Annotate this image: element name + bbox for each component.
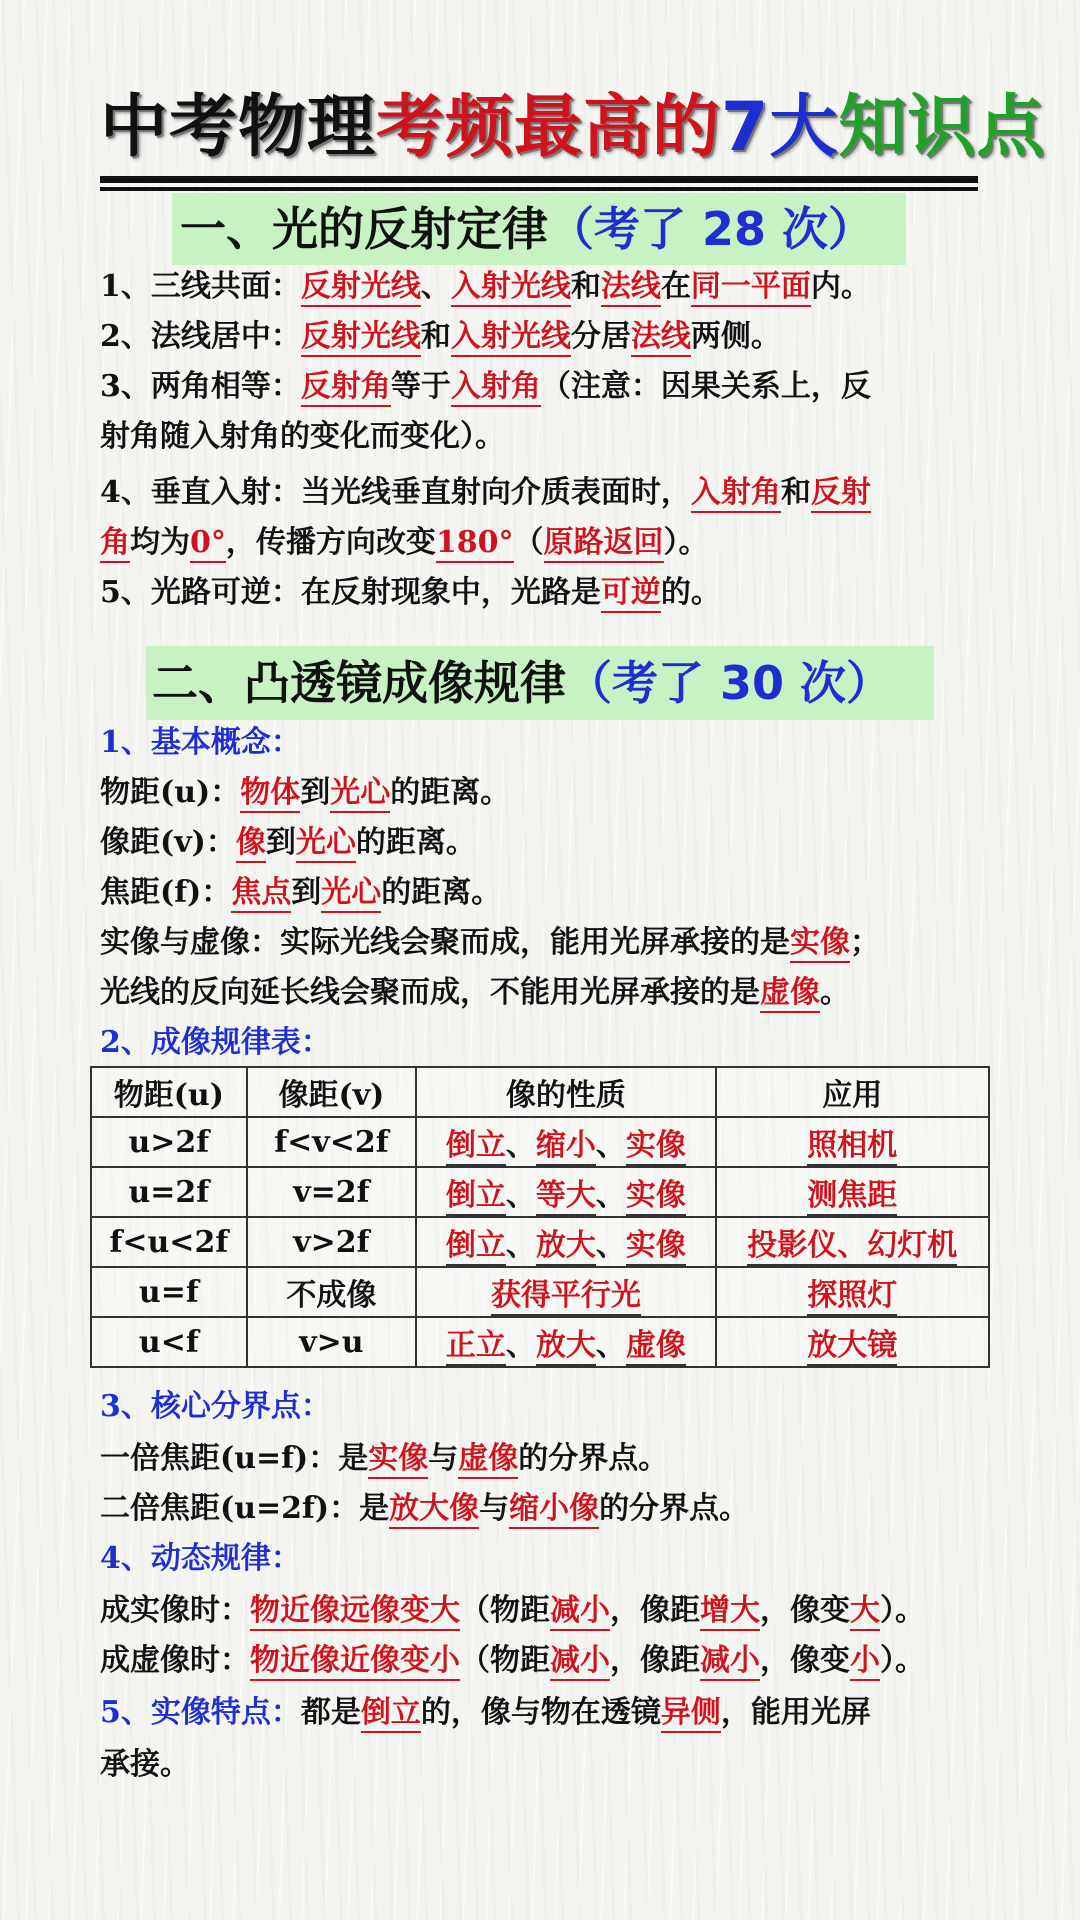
keyword: 异侧	[661, 1695, 721, 1733]
property: 放大	[536, 1228, 596, 1266]
text: 物距(u)：	[100, 775, 241, 810]
keyword: 虚像	[458, 1441, 518, 1479]
text: 的距离。	[355, 825, 476, 860]
table-row	[91, 1217, 989, 1267]
text: （物距	[460, 1593, 550, 1628]
text: 2、法线居中：	[100, 319, 301, 354]
text: 。	[820, 975, 850, 1010]
reflection-rule-3-cont	[100, 412, 980, 462]
text: 、	[420, 269, 451, 304]
text: 均为	[130, 525, 190, 560]
text: 实像与虚像：实际光线会聚而成，能用光屏承接的是	[100, 925, 790, 960]
text: 二倍焦距(u=2f)：是	[100, 1491, 390, 1526]
table-row	[91, 1317, 989, 1367]
cell-image-distance: v=2f	[247, 1167, 416, 1217]
keyword: 入射光线	[451, 269, 571, 307]
reflection-rule-4-cont	[100, 518, 980, 568]
keyword: 缩小像	[509, 1491, 599, 1529]
section-1-frequency: （考了 28 次）	[548, 202, 875, 256]
text: 成虚像时：	[100, 1643, 250, 1678]
keyword: 实像	[790, 925, 850, 963]
separator: 、	[505, 1228, 536, 1263]
keyword: 焦点	[231, 875, 291, 913]
title-part-1: 中考物理	[100, 88, 377, 167]
dynamic-real-image	[100, 1586, 980, 1636]
title-divider-thin	[100, 187, 978, 191]
keyword: 大	[850, 1593, 880, 1631]
keyword: 法线	[631, 319, 691, 357]
text: ）。	[880, 1593, 925, 1628]
separator: 、	[595, 1328, 626, 1363]
table-row	[91, 1267, 989, 1317]
cell-object-distance: u<f	[91, 1317, 247, 1367]
text: 的距离。	[381, 875, 502, 910]
section-2-frequency: （考了 30 次）	[566, 656, 893, 710]
keyword: 0°	[190, 525, 226, 563]
keyword: 角	[100, 525, 130, 563]
keyword: 反射光线	[301, 269, 421, 307]
keyword: 减小	[550, 1593, 610, 1631]
application: 放大镜	[807, 1328, 897, 1366]
text: ）。	[663, 525, 709, 560]
text: 到	[265, 825, 296, 860]
reflection-rule-2	[100, 312, 980, 362]
property: 倒立	[446, 1178, 506, 1216]
reflection-rule-5	[100, 568, 980, 618]
cell-object-distance: f<u<2f	[91, 1217, 247, 1267]
property: 虚像	[626, 1328, 686, 1366]
text: 一倍焦距(u=f)：是	[100, 1441, 369, 1476]
cell-application	[716, 1317, 989, 1367]
keyword: 入射角	[691, 475, 781, 513]
separator: 、	[595, 1228, 626, 1263]
text: 和	[570, 269, 601, 304]
text: 的，像与物在透镜	[420, 1695, 661, 1730]
real-image-features-cont	[100, 1740, 980, 1790]
cell-application	[716, 1217, 989, 1267]
dynamic-virtual-image	[100, 1636, 980, 1686]
application: 照相机	[807, 1128, 897, 1166]
cell-image-distance: v>u	[247, 1317, 416, 1367]
column-header: 物距(u)	[91, 1067, 247, 1117]
cell-image-properties	[416, 1317, 715, 1367]
subheading-real-image-features: 5、实像特点：	[100, 1695, 301, 1730]
table-row	[91, 1117, 989, 1167]
text: 与	[428, 1441, 459, 1476]
cell-image-distance: f<v<2f	[247, 1117, 416, 1167]
keyword: 虚像	[760, 975, 820, 1013]
keyword: 可逆	[601, 575, 661, 613]
keyword: 反射光线	[301, 319, 421, 357]
section-1-title: 一、光的反射定律	[180, 202, 548, 256]
column-header: 应用	[716, 1067, 989, 1117]
property: 等大	[536, 1178, 596, 1216]
text: 的分界点。	[518, 1441, 669, 1476]
property: 实像	[626, 1128, 686, 1166]
cell-image-properties	[416, 1217, 715, 1267]
property: 缩小	[536, 1128, 596, 1166]
property: 倒立	[446, 1228, 506, 1266]
table-header-row	[91, 1067, 989, 1117]
separator: 、	[595, 1178, 626, 1213]
cell-object-distance: u=2f	[91, 1167, 247, 1217]
keyword: 原路返回	[544, 525, 664, 563]
text: （物距	[460, 1643, 550, 1678]
title-part-4: 大	[769, 88, 839, 167]
property: 获得平行光	[491, 1278, 641, 1316]
subheading-dynamic-rules: 4、动态规律：	[100, 1541, 301, 1576]
text: 承接。	[100, 1747, 190, 1782]
text: ，像距	[610, 1593, 700, 1628]
property: 实像	[626, 1178, 686, 1216]
property: 放大	[536, 1328, 596, 1366]
text: 和	[420, 319, 451, 354]
text: 射角随入射角的变化而变化）。	[100, 419, 505, 454]
subheading-basic-concepts: 1、基本概念：	[100, 725, 301, 760]
keyword: 倒立	[361, 1695, 421, 1733]
text: 都是	[300, 1695, 361, 1730]
text: 焦距(f)：	[100, 875, 232, 910]
keyword: 入射角	[451, 369, 541, 407]
text: 像距(v)：	[100, 825, 236, 860]
application: 探照灯	[807, 1278, 897, 1316]
keyword: 物近像近像变小	[250, 1643, 460, 1681]
keyword: 减小	[700, 1643, 760, 1681]
concept-focal-length	[100, 868, 980, 918]
title-part-3: 7	[721, 88, 770, 167]
keyword: 180°	[436, 525, 514, 563]
text: 内。	[810, 269, 871, 304]
text: 4、垂直入射：当光线垂直射向介质表面时，	[100, 475, 691, 510]
property: 实像	[626, 1228, 686, 1266]
text: ，像距	[610, 1643, 700, 1678]
reflection-rule-4	[100, 468, 980, 518]
cell-application	[716, 1117, 989, 1167]
subheading-imaging-table: 2、成像规律表：	[100, 1025, 331, 1060]
boundary-two-focal	[100, 1484, 980, 1534]
keyword: 增大	[700, 1593, 760, 1631]
keyword: 物体	[240, 775, 300, 813]
keyword: 减小	[550, 1643, 610, 1681]
title-part-5: 知识点	[838, 88, 1046, 167]
keyword: 光心	[321, 875, 381, 913]
keyword: 放大像	[389, 1491, 479, 1529]
section-2-title: 二、凸透镜成像规律	[152, 656, 566, 710]
text: 在	[660, 269, 691, 304]
page-title	[100, 88, 1045, 168]
text: 的分界点。	[599, 1491, 750, 1526]
concept-image-distance	[100, 818, 980, 868]
keyword: 反射角	[301, 369, 391, 407]
text: 1、三线共面：	[100, 269, 301, 304]
text: ，像变	[760, 1593, 850, 1628]
keyword: 光心	[330, 775, 390, 813]
text: （注意：因果关系上，反	[540, 369, 871, 404]
column-header: 像的性质	[416, 1067, 715, 1117]
cell-image-properties	[416, 1267, 715, 1317]
text: 的距离。	[390, 775, 511, 810]
application: 测焦距	[807, 1178, 897, 1216]
text: 等于	[390, 369, 451, 404]
text: 与	[479, 1491, 510, 1526]
keyword: 法线	[601, 269, 661, 307]
text: 成实像时：	[100, 1593, 250, 1628]
keyword: 光心	[296, 825, 356, 863]
separator: 、	[505, 1128, 536, 1163]
cell-image-properties	[416, 1117, 715, 1167]
keyword: 反射	[811, 475, 871, 513]
column-header: 像距(v)	[247, 1067, 416, 1117]
text: 到	[300, 775, 331, 810]
cell-image-distance: 不成像	[247, 1267, 416, 1317]
text: 分居	[570, 319, 631, 354]
text: ；	[850, 925, 880, 960]
text: 到	[291, 875, 322, 910]
text: ）。	[880, 1643, 925, 1678]
text: 光线的反向延长线会聚而成，不能用光屏承接的是	[100, 975, 760, 1010]
concept-real-virtual-2	[100, 968, 980, 1018]
keyword: 同一平面	[691, 269, 811, 307]
section-2-heading	[146, 646, 934, 720]
text: 的。	[660, 575, 721, 610]
keyword: 小	[850, 1643, 880, 1681]
text: 3、两角相等：	[100, 369, 301, 404]
reflection-rule-1	[100, 262, 980, 312]
real-image-features	[100, 1688, 980, 1738]
subheading-key-boundaries: 3、核心分界点：	[100, 1389, 331, 1424]
concept-object-distance	[100, 768, 980, 818]
title-divider-thick	[100, 176, 978, 183]
text: ，能用光屏	[720, 1695, 871, 1730]
cell-image-properties	[416, 1167, 715, 1217]
separator: 、	[505, 1328, 536, 1363]
cell-object-distance: u=f	[91, 1267, 247, 1317]
cell-image-distance: v>2f	[247, 1217, 416, 1267]
property: 正立	[446, 1328, 506, 1366]
table-row	[91, 1167, 989, 1217]
cell-application	[716, 1267, 989, 1317]
keyword: 物近像远像变大	[250, 1593, 460, 1631]
cell-application	[716, 1167, 989, 1217]
boundary-one-focal	[100, 1434, 980, 1484]
text: 5、光路可逆：在反射现象中，光路是	[100, 575, 601, 610]
text: 和	[780, 475, 811, 510]
section-1-heading	[172, 193, 906, 265]
concept-real-virtual-1	[100, 918, 980, 968]
title-part-2: 考频最高的	[376, 88, 722, 167]
reflection-rule-3	[100, 362, 980, 412]
cell-object-distance: u>2f	[91, 1117, 247, 1167]
application: 投影仪、幻灯机	[747, 1228, 957, 1266]
property: 倒立	[446, 1128, 506, 1166]
separator: 、	[505, 1178, 536, 1213]
text: （	[513, 525, 544, 560]
text: ，传播方向改变	[225, 525, 436, 560]
text: ，像变	[760, 1643, 850, 1678]
keyword: 实像	[368, 1441, 428, 1479]
keyword: 入射光线	[451, 319, 571, 357]
separator: 、	[595, 1128, 626, 1163]
imaging-rules-table	[90, 1066, 990, 1368]
keyword: 像	[236, 825, 266, 863]
text: 两侧。	[690, 319, 781, 354]
